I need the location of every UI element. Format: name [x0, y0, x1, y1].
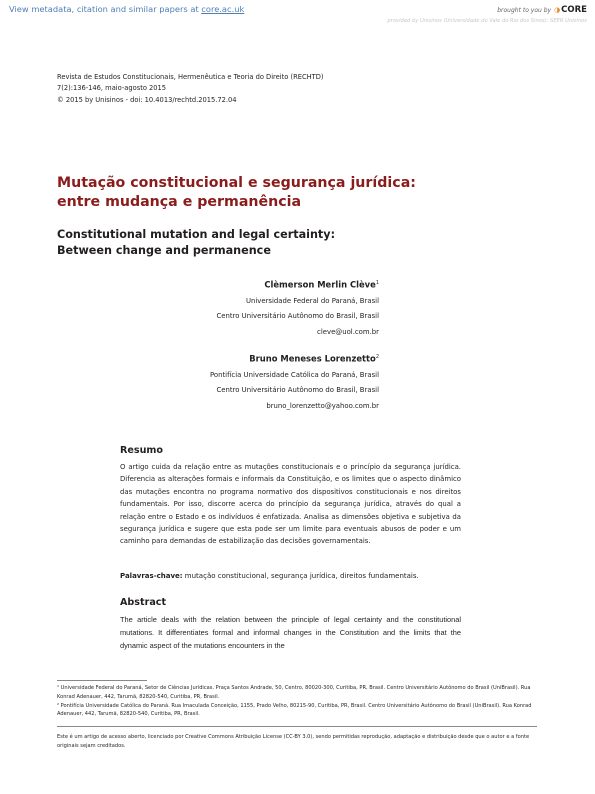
brought-text: brought to you by — [497, 6, 552, 14]
title-en-line1: Constitutional mutation and legal certainty: — [57, 228, 336, 241]
title-english — [57, 227, 335, 259]
license-divider — [57, 726, 537, 727]
core-banner — [0, 0, 595, 30]
title-portuguese — [57, 174, 416, 211]
journal-name: Revista de Estudos Constitucionais, Hermenêutica e Teoria do Direito (RECHTD) — [57, 73, 324, 81]
core-logo-text: CORE — [561, 5, 587, 15]
title-pt-line1: Mutação constitucional e segurança jurídica: — [57, 175, 416, 191]
journal-doi: © 2015 by Unisinos - doi: 10.4013/rechtd.2015.72.04 — [57, 95, 237, 104]
author-block-1 — [216, 276, 379, 341]
abstract-heading: Abstract — [120, 597, 167, 608]
license-note: Este é um artigo de acesso aberto, licenciado por Creative Commons Atribuição License (CC-BY 3.0), sendo permitidas reprodução, adaptação e distribuição desde que o autor e a fonte originais sejam creditados. — [57, 734, 530, 749]
core-link-text: View metadata, citation and similar papers at — [9, 4, 202, 14]
core-link-domain[interactable]: core.ac.uk — [201, 4, 245, 14]
core-logo[interactable] — [554, 5, 587, 15]
footnote-2: ² Pontifícia Universidade Católica do Paraná. Rua Imaculada Conceição, 1155, Prado Velho, 80215-90, Curitiba, PR, Brasil. Centro Universitário Autônomo do Brasil (UniBrasil). Rua Konrad Adenauer, 442, Tarumã, 82820-540, Curitiba, PR, Brasil. — [57, 702, 532, 718]
author-block-2 — [210, 350, 379, 415]
author-name: Bruno Meneses Lorenzetto — [249, 353, 376, 364]
author-affiliation: Centro Universitário Autônomo do Brasil, Brasil — [216, 312, 379, 321]
title-en-line2: Between change and permanence — [57, 243, 271, 257]
author-email[interactable]: bruno_lorenzetto@yahoo.com.br — [266, 402, 379, 411]
author-affiliation: Universidade Federal do Paraná, Brasil — [245, 296, 379, 305]
keywords-text: mutação constitucional, segurança jurídica, direitos fundamentais. — [182, 572, 419, 580]
journal-info — [57, 72, 324, 106]
footnote-marker: 2 — [375, 354, 379, 360]
core-metadata-link[interactable] — [9, 4, 244, 14]
author-email[interactable]: cleve@uol.com.br — [317, 328, 379, 337]
footnotes — [57, 684, 537, 719]
author-affiliation: Pontifícia Universidade Católica do Paraná, Brasil — [209, 370, 379, 379]
author-affiliation: Centro Universitário Autônomo do Brasil, Brasil — [216, 386, 379, 395]
author-name: Clèmerson Merlin Clève — [264, 279, 376, 290]
abstract-text: The article deals with the relation between the principle of legal certainty and the constitutional mutations. It differentiates formal and informal changes in the Constitution and the limits that the dynamic aspect of the mutations encounters in the — [120, 615, 461, 650]
keywords — [120, 572, 419, 580]
footnote-divider — [57, 680, 147, 681]
title-pt-line2: entre mudança e permanência — [57, 193, 302, 210]
footnote-marker: 1 — [375, 280, 379, 286]
journal-issue: 7(2):136-146, maio-agosto 2015 — [57, 84, 167, 93]
resumo-text: O artigo cuida da relação entre as mutações constitucionais e o princípio da segurança jurídica. Diferencia as alterações formais e informais da Constituição, e os limites que o aspecto dinâmico das mutações encontra no programa normativo dos dispositivos constitucionais e nos direitos fundamentais. Por isso, discorre acerca do princípio da segurança jurídica, através do qual a relação entre o Estado e os indivíduos é enfatizada. Analisa as dimensões objetiva e subjetiva da segurança jurídica e sugere que esta pode ser um limite para eventuais abusos de poder e um caminho para demandas de estabilização das decisões governamentais. — [120, 463, 461, 546]
provided-by-link[interactable]: provided by Unisinos (Universidade do Vale do Rio dos Sinos): SEER Unisinos — [387, 18, 587, 24]
keywords-label: Palavras-chave: — [120, 572, 183, 580]
resumo-heading: Resumo — [120, 445, 164, 456]
brought-by[interactable] — [497, 5, 587, 15]
footnote-1: ¹ Universidade Federal do Paraná, Setor de Ciências Jurídicas. Praça Santos Andrade, 50, Centro, 80020-300, Curitiba, PR, Brasil. Centro Universitário Autônomo do Brasil (UniBrasil). Rua Konrad Adenauer, 442, Tarumã, 82820-540, Curitiba, PR, Brasil. — [57, 685, 531, 700]
core-logo-icon: ◑ — [554, 6, 561, 14]
